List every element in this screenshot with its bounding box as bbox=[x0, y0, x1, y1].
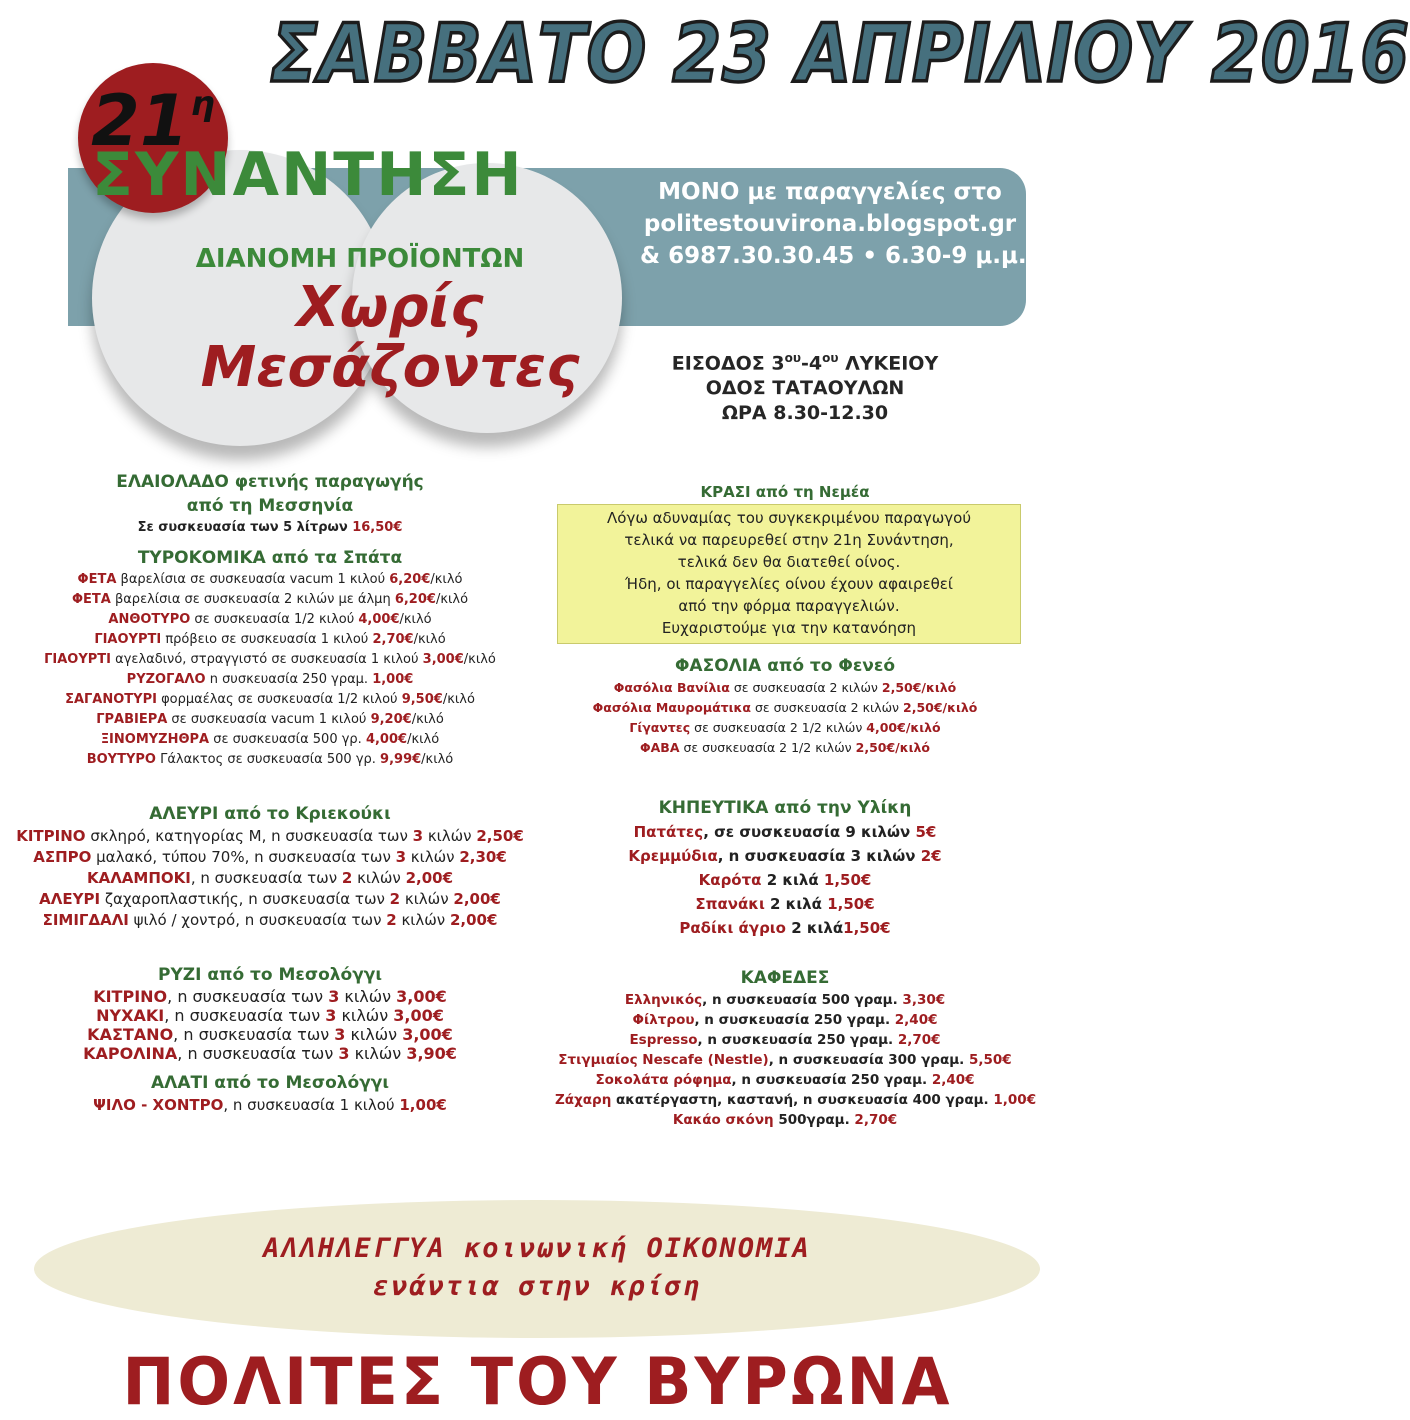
organization-name: ΠΟΛΙΤΕΣ ΤΟΥ ΒΥΡΩΝΑ bbox=[122, 1343, 953, 1420]
coffee-title: ΚΑΦΕΔΕΣ bbox=[740, 968, 830, 988]
oil-title-1: ΕΛΑΙΟΛΑΔΟ φετινής παραγωγής bbox=[116, 472, 424, 492]
left-column bbox=[0, 470, 540, 1116]
notice-line: από την φόρμα παραγγελιών. bbox=[678, 597, 900, 615]
dairy-title: ΤΥΡΟΚΟΜΙΚΑ από τα Σπάτα bbox=[137, 548, 403, 568]
list-item: ΣΑΓΑΝΟΤΥΡΙ φορμαέλας σε συσκευασία 1/2 κιλού 9,50€/κιλό bbox=[65, 692, 475, 707]
oil-item: Σε συσκευασία των 5 λίτρων 16,50€ bbox=[137, 520, 403, 535]
list-item: ΦΑΒΑ σε συσκευασία 2 1/2 κιλών 2,50€/κιλό bbox=[640, 740, 930, 755]
without-line2: Μεσάζοντες bbox=[200, 335, 580, 400]
veg-list bbox=[555, 820, 1015, 940]
venue-street: ΟΔΟΣ ΤΑΤΑΟΥΛΩΝ bbox=[705, 377, 905, 400]
list-item: ΡΥΖΟΓΑΛΟ n συσκευασία 250 γραμ. 1,00€ bbox=[126, 672, 414, 687]
list-item: Σπανάκι 2 κιλά 1,50€ bbox=[695, 895, 875, 913]
list-item: Κακάο σκόνη 500γραμ. 2,70€ bbox=[672, 1112, 898, 1128]
slogan bbox=[34, 1230, 1040, 1306]
list-item: Φασόλια Βανίλια σε συσκευασία 2 κιλών 2,50€/κιλό bbox=[613, 680, 957, 695]
list-item: ΦΕΤΑ βαρελίσια σε συσκευασία vacum 1 κιλού 6,20€/κιλό bbox=[77, 572, 463, 587]
orders-line1: ΜΟΝΟ με παραγγελίες στο bbox=[658, 179, 1002, 205]
dairy-list bbox=[0, 570, 540, 770]
coffee-list bbox=[555, 990, 1037, 1130]
notice-line: Ήδη, οι παραγγελίες οίνου έχουν αφαιρεθεί bbox=[625, 575, 953, 593]
list-item: ΚΑΛΑΜΠΟΚΙ, n συσκευασία των 2 κιλών 2,00€ bbox=[86, 869, 454, 887]
list-item: ΞΙΝΟΜΥΖΗΘΡΑ σε συσκευασία 500 γρ. 4,00€/κιλό bbox=[100, 732, 440, 747]
right-column bbox=[555, 482, 1037, 1130]
wine-notice bbox=[557, 504, 1021, 644]
list-item: ΚΑΣΤΑΝΟ, n συσκευασία των 3 κιλών 3,00€ bbox=[87, 1025, 453, 1044]
flour-title: ΑΛΕΥΡΙ από το Κριεκούκι bbox=[149, 804, 391, 824]
salt-title: ΑΛΑΤΙ από το Μεσολόγγι bbox=[151, 1073, 389, 1093]
list-item: Ελληνικός, n συσκευασία 500 γραμ. 3,30€ bbox=[624, 992, 946, 1008]
notice-line: τελικά δεν θα διατεθεί οίνος. bbox=[677, 553, 901, 571]
list-item: Κρεμμύδια, n συσκευασία 3 κιλών 2€ bbox=[628, 847, 942, 865]
list-item: ΑΛΕΥΡΙ ζαχαροπλαστικής, n συσκευασία των 2 κιλών 2,00€ bbox=[39, 890, 501, 908]
list-item: Φίλτρου, n συσκευασία 250 γραμ. 2,40€ bbox=[632, 1012, 938, 1028]
list-item: Σοκολάτα ρόφημα, n συσκευασία 250 γραμ. 2,40€ bbox=[595, 1072, 975, 1088]
list-item: ΚΙΤΡΙΝΟ σκληρό, κατηγορίας Μ, n συσκευασία των 3 κιλών 2,50€ bbox=[16, 827, 524, 845]
meeting-title: ΣΥΝΑΝΤΗΣΗ bbox=[92, 140, 524, 210]
list-item: ΑΣΠΡΟ μαλακό, τύπου 70%, n συσκευασία των 3 κιλών 2,30€ bbox=[33, 848, 507, 866]
list-item: ΣΙΜΙΓΔΑΛΙ ψιλό / χοντρό, n συσκευασία των 2 κιλών 2,00€ bbox=[42, 911, 498, 929]
oil-title-2: από τη Μεσσηνία bbox=[186, 496, 354, 516]
slogan-line2: ενάντια στην κρίση bbox=[372, 1271, 702, 1302]
salt-item: ΨΙΛΟ - ΧΟΝΤΡΟ, n συσκευασία 1 κιλού 1,00€ bbox=[93, 1096, 447, 1114]
list-item: Espresso, n συσκευασία 250 γραμ. 2,70€ bbox=[629, 1032, 941, 1048]
venue-time: ΩΡΑ 8.30-12.30 bbox=[721, 402, 889, 425]
rice-list bbox=[0, 987, 540, 1063]
list-item: ΚΙΤΡΙΝΟ, n συσκευασία των 3 κιλών 3,00€ bbox=[93, 987, 447, 1006]
notice-line: τελικά να παρευρεθεί στην 21η Συνάντηση, bbox=[624, 531, 954, 549]
event-date: ΣΑΒΒΑΤΟ 23 ΑΠΡΙΛΙΟΥ 2016 bbox=[270, 6, 1410, 101]
edition-number: $21^\eta$ bbox=[91, 80, 215, 162]
list-item: ΚΑΡΟΛΙΝΑ, n συσκευασία των 3 κιλών 3,90€ bbox=[83, 1044, 457, 1063]
flour-list bbox=[0, 826, 540, 931]
list-item: ΦΕΤΑ βαρελίσια σε συσκευασία 2 κιλών με άλμη 6,20€/κιλό bbox=[71, 592, 469, 607]
list-item: ΑΝΘΟΤΥΡΟ σε συσκευασία 1/2 κιλού 4,00€/κιλό bbox=[108, 612, 432, 627]
edition-suffix: η bbox=[190, 84, 215, 124]
list-item: Ζάχαρη ακατέργαστη, καστανή, n συσκευασία 400 γραμ. 1,00€ bbox=[555, 1092, 1037, 1108]
list-item: Στιγμιαίος Nescafe (Nestle), n συσκευασία 300 γραμ. 5,50€ bbox=[558, 1052, 1012, 1068]
list-item: Γίγαντες σε συσκευασία 2 1/2 κιλών 4,00€/κιλό bbox=[629, 720, 941, 735]
slogan-line1: ΑΛΛΗΛΕΓΓΥΑ κοινωνική ΟΙΚΟΝΟΜΙΑ bbox=[263, 1233, 811, 1264]
veg-title: ΚΗΠΕΥΤΙΚΑ από την Υλίκη bbox=[658, 798, 912, 818]
orders-blog-link[interactable]: politestouvirona.blogspot.gr bbox=[643, 211, 1017, 237]
list-item: ΓΙΑΟΥΡΤΙ πρόβειο σε συσκευασία 1 κιλού 2,70€/κιλό bbox=[94, 632, 446, 647]
venue-info bbox=[630, 346, 980, 426]
notice-line: Λόγω αδυναμίας του συγκεκριμένου παραγωγού bbox=[607, 509, 971, 527]
notice-line: Ευχαριστούμε για την κατανόηση bbox=[661, 619, 917, 637]
list-item: ΓΙΑΟΥΡΤΙ αγελαδινό, στραγγιστό σε συσκευασία 1 κιλού 3,00€/κιλό bbox=[44, 652, 496, 667]
list-item: Πατάτες, σε συσκευασία 9 κιλών 5€ bbox=[633, 823, 937, 841]
orders-info bbox=[640, 176, 1027, 272]
distribution-subtitle: ΔΙΑΝΟΜΗ ΠΡΟΪΟΝΤΩΝ bbox=[195, 244, 525, 274]
list-item: ΝΥΧΑΚΙ, n συσκευασία των 3 κιλών 3,00€ bbox=[96, 1006, 444, 1025]
list-item: ΓΡΑΒΙΕΡΑ σε συσκευασία vacum 1 κιλού 9,20€/κιλό bbox=[96, 712, 444, 727]
beans-title: ΦΑΣΟΛΙΑ από το Φενεό bbox=[674, 656, 896, 676]
list-item: Καρότα 2 κιλά 1,50€ bbox=[698, 871, 872, 889]
list-item: Φασόλια Μαυρομάτικα σε συσκευασία 2 κιλών 2,50€/κιλό bbox=[592, 700, 978, 715]
orders-phone: & 6987.30.30.45 • 6.30-9 μ.μ. bbox=[640, 243, 1027, 269]
venue-entrance: ΕΙΣΟΔΟΣ $3^{o\upsilon}-4^{o\upsilon}$ ΛΥΚΕΙΟΥ bbox=[671, 351, 939, 375]
beans-list bbox=[555, 678, 1015, 758]
without-line1: Χωρίς bbox=[296, 275, 484, 340]
without-intermediaries bbox=[100, 275, 680, 400]
wine-title: ΚΡΑΣΙ από τη Νεμέα bbox=[700, 483, 870, 501]
rice-title: ΡΥΖΙ από το Μεσολόγγι bbox=[157, 965, 383, 985]
list-item: ΒΟΥΤΥΡΟ Γάλακτος σε συσκευασία 500 γρ. 9,99€/κιλό bbox=[86, 752, 454, 767]
list-item: Ραδίκι άγριο 2 κιλά1,50€ bbox=[679, 919, 891, 937]
